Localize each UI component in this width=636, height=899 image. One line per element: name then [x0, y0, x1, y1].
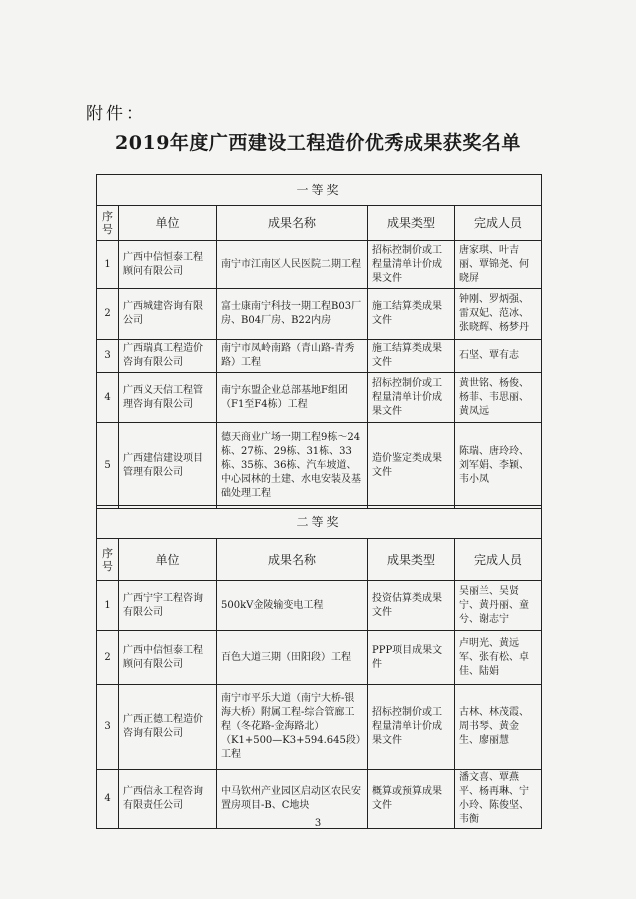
row-result-name: 南宁市江南区人民医院二期工程: [217, 241, 368, 289]
row-result-type: PPP项目成果文件: [368, 631, 455, 685]
row-unit: 广西建信建设项目管理有限公司: [119, 423, 217, 509]
row-no: 4: [97, 770, 119, 829]
page-number: 3: [314, 818, 322, 829]
col-header-unit: 单位: [119, 539, 217, 581]
row-result-name: 百色大道三期（田阳段）工程: [217, 631, 368, 685]
first-prize-table: [96, 174, 542, 509]
row-unit: 广西中信恒泰工程顾问有限公司: [119, 241, 217, 289]
table-row: [97, 373, 542, 423]
col-header-result-name: 成果名称: [217, 206, 368, 241]
table-row: [97, 289, 542, 340]
second-prize-heading: 二等奖: [97, 506, 542, 539]
row-result-name: 500kV金陵输变电工程: [217, 581, 368, 631]
attachment-label: 附件：: [86, 104, 146, 124]
row-result-name: 富士康南宁科技一期工程B03厂房、B04厂房、B22内房: [217, 289, 368, 340]
table-row: [97, 340, 542, 373]
row-result-type: 施工结算类成果文件: [368, 289, 455, 340]
col-header-no: 序号: [97, 539, 119, 581]
row-completers: 古林、林茂霞、周书琴、黄金生、廖丽慧: [455, 685, 542, 770]
row-no: 2: [97, 289, 119, 340]
row-no: 3: [97, 685, 119, 770]
col-header-completers: 完成人员: [455, 206, 542, 241]
row-result-name: 南宁市平乐大道（南宁大桥-银海大桥）附属工程-综合管廊工程（冬花路-金海路北）（K1+500—K3+594.645段）工程: [217, 685, 368, 770]
row-no: 5: [97, 423, 119, 509]
row-completers: 石坚、覃有志: [455, 340, 542, 373]
row-completers: 陈瑞、唐玲玲、刘军娟、李颖、韦小凤: [455, 423, 542, 509]
row-result-name: 南宁东盟企业总部基地F组团（F1至F4栋）工程: [217, 373, 368, 423]
row-completers: 潘文喜、覃燕平、杨再琳、宁小玲、陈俊坚、韦衡: [455, 770, 542, 829]
second-prize-table: [96, 505, 542, 829]
page-title: 2019年度广西建设工程造价优秀成果获奖名单: [115, 132, 521, 154]
first-prize-heading: 一等奖: [97, 175, 542, 206]
row-no: 2: [97, 631, 119, 685]
row-result-type: 招标控制价或工程量清单计价成果文件: [368, 373, 455, 423]
row-completers: 吴丽兰、吴贤宁、黄丹丽、童兮、谢志宁: [455, 581, 542, 631]
row-unit: 广西瑞真工程造价咨询有限公司: [119, 340, 217, 373]
row-result-name: 德天商业广场一期工程9栋～24栋、27栋、29栋、31栋、33栋、35栋、36栋、汽车坡道、中心园林的土建、水电安装及基础处理工程: [217, 423, 368, 509]
row-completers: 黄世铭、杨俊、杨菲、韦思丽、黄凤远: [455, 373, 542, 423]
table-row: [97, 685, 542, 770]
row-result-name: 南宁市凤岭南路（青山路-青秀路）工程: [217, 340, 368, 373]
row-completers: 卢明光、黄远军、张有松、卓佳、陆娟: [455, 631, 542, 685]
row-completers: 钟刚、罗炳强、雷双妃、范冰、张晓辉、杨梦丹: [455, 289, 542, 340]
row-result-type: 招标控制价或工程量清单计价成果文件: [368, 241, 455, 289]
table-row: [97, 241, 542, 289]
col-header-result-type: 成果类型: [368, 539, 455, 581]
table-row: [97, 631, 542, 685]
row-no: 1: [97, 241, 119, 289]
row-unit: 广西信永工程咨询有限责任公司: [119, 770, 217, 829]
row-result-type: 造价鉴定类成果文件: [368, 423, 455, 509]
row-unit: 广西义天信工程管理咨询有限公司: [119, 373, 217, 423]
row-result-type: 施工结算类成果文件: [368, 340, 455, 373]
col-header-result-type: 成果类型: [368, 206, 455, 241]
col-header-unit: 单位: [119, 206, 217, 241]
row-no: 4: [97, 373, 119, 423]
col-header-no: 序号: [97, 206, 119, 241]
row-result-type: 投资估算类成果文件: [368, 581, 455, 631]
row-no: 1: [97, 581, 119, 631]
row-unit: 广西宁宇工程咨询有限公司: [119, 581, 217, 631]
col-header-completers: 完成人员: [455, 539, 542, 581]
row-no: 3: [97, 340, 119, 373]
row-unit: 广西城建咨询有限公司: [119, 289, 217, 340]
row-unit: 广西正德工程造价咨询有限公司: [119, 685, 217, 770]
table-row: [97, 423, 542, 509]
row-completers: 唐家琪、叶吉丽、覃锦尧、何晓屏: [455, 241, 542, 289]
row-result-type: 概算或预算成果文件: [368, 770, 455, 829]
col-header-result-name: 成果名称: [217, 539, 368, 581]
row-unit: 广西中信恒泰工程顾问有限公司: [119, 631, 217, 685]
table-row: [97, 581, 542, 631]
row-result-type: 招标控制价或工程量清单计价成果文件: [368, 685, 455, 770]
row-result-name: 中马钦州产业园区启动区农民安置房项目-B、C地块: [217, 770, 368, 829]
